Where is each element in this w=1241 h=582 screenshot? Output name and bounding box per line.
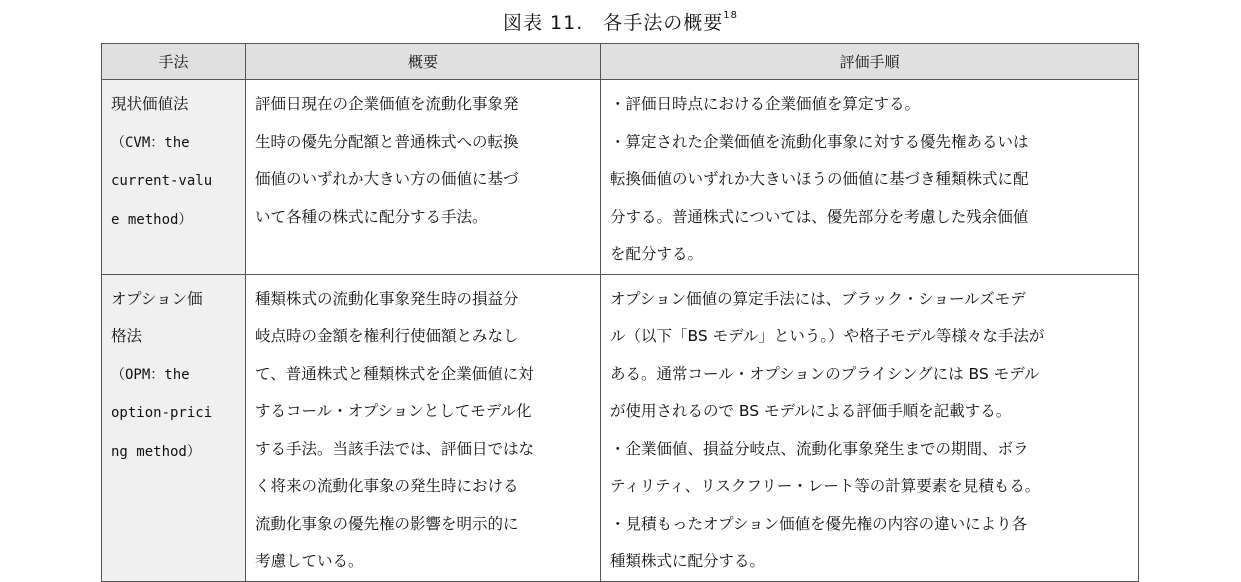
figure-title	[0, 8, 1241, 35]
table-row	[102, 80, 1139, 275]
summary-cell: 種類株式の流動化事象発生時の損益分 岐点時の金額を権利行使価額とみなし て、普通株式と種類株式を企業価値に対 するコール・オプションとしてモデル化 する手法。当該手法では、評価日ではな く将来の流動化事象の発生時における 流動化事象の優先権の影響を明示的に 考慮している。	[246, 274, 601, 581]
summary-cell: 評価日現在の企業価値を流動化事象発 生時の優先分配額と普通株式への転換 価値のいずれか大きい方の価値に基づ いて各種の株式に配分する手法。	[246, 80, 601, 275]
method-cell	[102, 80, 246, 275]
method-cell	[102, 274, 246, 581]
header-procedure: 評価手順	[601, 44, 1139, 80]
method-name: 現状価値法	[111, 95, 189, 113]
table-row	[102, 274, 1139, 581]
method-english: （CVM：the current-valu e method）	[111, 134, 213, 228]
table-header-row	[102, 44, 1139, 80]
header-summary: 概要	[246, 44, 601, 80]
figure-title-text: 図表 11. 各手法の概要	[503, 12, 724, 34]
footnote-ref: 18	[723, 10, 738, 21]
method-english: （OPM：the option-prici ng method）	[111, 366, 213, 460]
procedure-cell: オプション価値の算定手法には、ブラック・ショールズモデ ル（以下「BS モデル」という。）や格子モデル等様々な手法が ある。通常コール・オプションのプライシングには BS モデル が使用されるので BS モデルによる評価手順を記載する。 ・企業価値、損益分岐点、流動化事象発生までの期間、ボラ ティリティ、リスクフリー・レート等の計算要素を見積もる。 ・見積もったオプション価値を優先権の内容の違いにより各 種類株式に配分する。	[601, 274, 1139, 581]
methods-table	[101, 43, 1139, 582]
method-name: オプション価 格法	[111, 289, 203, 345]
header-method: 手法	[102, 44, 246, 80]
procedure-cell: ・評価日時点における企業価値を算定する。 ・算定された企業価値を流動化事象に対する優先権あるいは 転換価値のいずれか大きいほうの価値に基づき種類株式に配 分する。普通株式については、優先部分を考慮した残余価値 を配分する。	[601, 80, 1139, 275]
